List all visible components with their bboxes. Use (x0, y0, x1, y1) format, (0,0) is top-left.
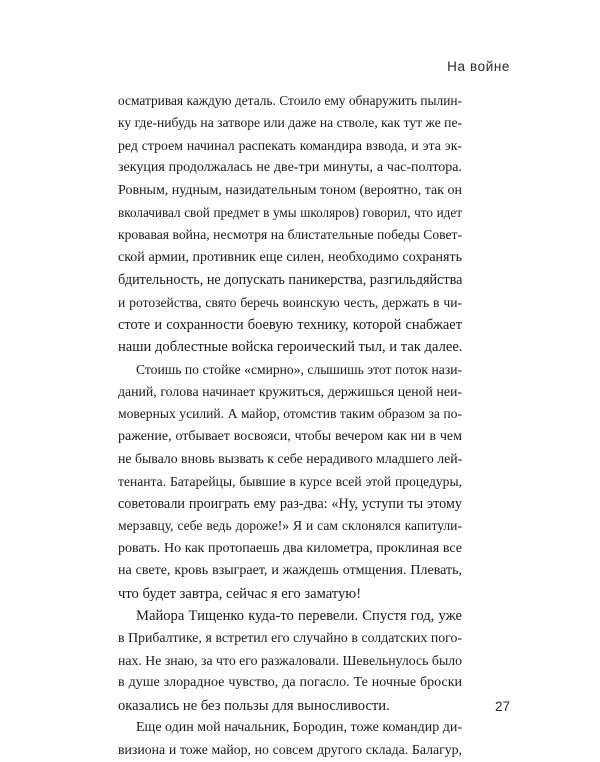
text-line: в Прибалтике, я встретил его случайно в солдатских пого- (118, 630, 462, 646)
page-number: 27 (494, 699, 510, 714)
text-line: моверных усилий. А майор, отомстив таким образом за по- (118, 406, 462, 422)
text-line: не бывало вновь вызвать к себе нерадивого младшего лей- (118, 451, 463, 467)
text-line: наши доблестные войска героический тыл, и так далее. (118, 339, 463, 356)
text-line: зекуция продолжалась не две-три минуты, а час-полтора. (118, 160, 462, 176)
text-line: осматривая каждую деталь. Стоило ему обнаружить пылин- (118, 93, 462, 108)
text-line: на свете, кровь взыграет, и жаждешь отмщения. Плевать, (118, 563, 462, 579)
text-line: ровать. Но как протопаешь два километра, проклиная все (118, 540, 462, 556)
text-line: ражение, отбывает восвояси, чтобы вечером как ни в чем (118, 428, 462, 444)
text-line: бдительность, не допускать паникерства, разгильдяйства (118, 272, 463, 289)
text-line: нах. Не знаю, за что его разжаловали. Шевельнулось было (118, 652, 462, 668)
text-line: Ровным, нудным, назидательным тоном (вероятно, так он (118, 182, 462, 198)
text-line: мерзавцу, себе ведь дороже!» Я и сам склонялся капитули- (118, 518, 462, 534)
text-line: советовали проиграть ему раз-два: «Ну, уступи ты этому (118, 496, 462, 513)
text-line: визиона и тоже майор, но совсем другого склада. Балагур, (118, 742, 462, 758)
text-line: ред строем начинал распекать командира взвода, и эта эк- (118, 137, 462, 153)
text-line: Еще один мой начальник, Бородин, тоже командир ди- (136, 719, 462, 735)
text-line: тенанта. Батарейцы, бывшие в курсе всей этой процедуры, (118, 473, 462, 489)
text-line: даний, голова начинает кружиться, держишься ценой неи- (118, 384, 462, 400)
text-line: Стоишь по стойке «смирно», слышишь этот поток нази- (136, 361, 462, 377)
text-line: оказались не без пользы для выносливости. (118, 697, 390, 714)
text-line: кровавая война, несмотря на блистательные победы Совет- (118, 227, 462, 243)
body-text (118, 90, 462, 762)
text-line: вколачивал свой предмет в умы школяров) говорил, что идет (118, 204, 462, 220)
text-line: стоте и сохранности боевую технику, которой снабжает (118, 316, 462, 333)
text-line: что будет завтра, сейчас я его заматую! (118, 585, 362, 602)
running-head: На войне (447, 59, 510, 74)
text-line: ку где-нибудь на затворе или даже на стволе, как тут же пе- (118, 115, 462, 131)
text-line: в душе злорадное чувство, да погасло. Те ночные броски (118, 675, 462, 691)
text-line: ской армии, противник еще силен, необходимо сохранять (118, 249, 462, 265)
text-line: Майора Тищенко куда-то перевели. Спустя год, уже (136, 607, 462, 624)
text-line: и ротозейства, свято беречь воинскую честь, держать в чи- (118, 294, 462, 310)
